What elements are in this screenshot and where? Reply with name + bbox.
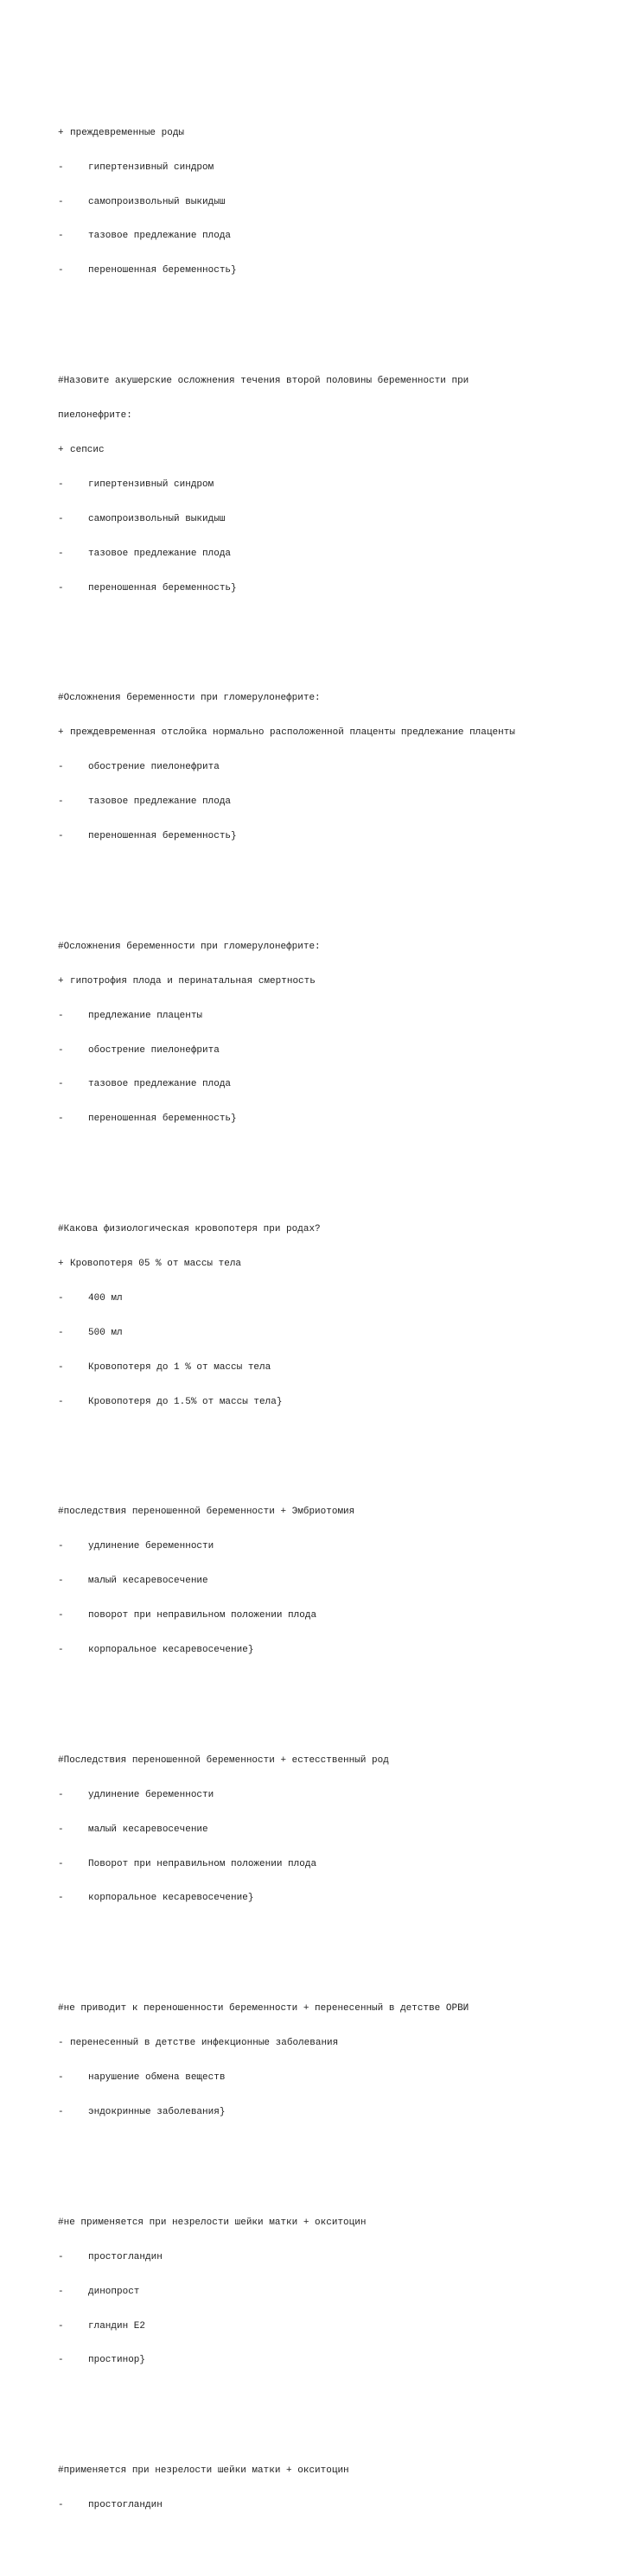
answer-line <box>58 2321 594 2332</box>
question-text: #не приводит к переношенности беременности + перенесенный в детстве ОРВИ <box>58 2003 469 2014</box>
answer-line <box>58 128 594 139</box>
question-block <box>58 1484 594 1679</box>
answer-text: обострение пиелонефрита <box>88 762 220 773</box>
answer-marker: - <box>58 1541 64 1552</box>
answer-text: тазовое предлежание плода <box>88 231 232 242</box>
answer-text: Кровопотеря 05 % от массы тела <box>70 1259 242 1270</box>
answer-text: преждевременные роды <box>70 127 185 138</box>
answer-line <box>58 549 594 560</box>
answer-text: гипотрофия плода и перинатальная смертность <box>70 975 316 987</box>
answer-marker: - <box>58 2072 64 2084</box>
answer-line <box>58 762 594 773</box>
answer-text: переношенная беременность} <box>88 582 237 593</box>
answer-text: обострение пиелонефрита <box>88 1044 220 1056</box>
answer-text: простинор} <box>88 2355 146 2366</box>
answer-marker: - <box>58 1079 64 1090</box>
answer-text: нарушение обмена веществ <box>88 2072 226 2084</box>
answer-text: тазовое предлежание плода <box>88 1079 232 1090</box>
answer-line <box>58 1114 594 1125</box>
answer-line <box>58 1011 594 1022</box>
answer-text: гландин Е2 <box>88 2320 146 2332</box>
question-block <box>58 353 594 618</box>
answer-line <box>58 796 594 808</box>
answer-marker: - <box>58 582 64 593</box>
answer-line <box>58 445 594 456</box>
answer-line <box>58 831 594 842</box>
answer-marker: - <box>58 513 64 524</box>
answer-line <box>58 1893 594 1904</box>
answer-marker: - <box>58 265 64 276</box>
answer-marker: - <box>58 1361 64 1373</box>
answer-text: переношенная беременность} <box>88 265 237 276</box>
question-block <box>58 2194 594 2389</box>
answer-text: 500 мл <box>88 1327 123 1338</box>
answer-marker: - <box>58 1645 64 1656</box>
answer-text: динопрост <box>88 2286 140 2297</box>
answer-line <box>58 514 594 525</box>
answer-line <box>58 1541 594 1552</box>
question-block <box>58 670 594 866</box>
document-text <box>58 59 594 2576</box>
answer-text: корпоральное кесаревосечение} <box>88 1893 254 1904</box>
answer-text: самопроизвольный выкидыш <box>88 196 226 207</box>
answer-line <box>58 231 594 242</box>
answer-text: Поворот при неправильном положении плода <box>88 1858 317 1869</box>
answer-text: Кровопотеря до 1.5% от массы тела} <box>88 1396 283 1407</box>
answer-text: малый кесаревосечение <box>88 1824 208 1835</box>
answer-marker: + <box>58 1259 64 1270</box>
question-text: #не применяется при незрелости шейки матки + окситоцин <box>58 2217 367 2228</box>
answer-text: малый кесаревосечение <box>88 1576 208 1587</box>
answer-line <box>58 1645 594 1656</box>
answer-marker: - <box>58 162 64 173</box>
answer-marker: - <box>58 1610 64 1621</box>
answer-line <box>58 1079 594 1090</box>
answer-marker: - <box>58 1010 64 1021</box>
answer-marker: - <box>58 2286 64 2297</box>
answer-line <box>58 2072 594 2084</box>
question-block <box>58 2443 594 2535</box>
answer-text: переношенная беременность} <box>88 830 237 841</box>
answer-line <box>58 2355 594 2366</box>
question-block <box>58 1202 594 1431</box>
answer-line <box>58 2107 594 2118</box>
answer-line <box>58 1293 594 1304</box>
answer-text: простогландин <box>88 2251 163 2262</box>
answer-marker: - <box>58 1893 64 1904</box>
answer-text: корпоральное кесаревосечение} <box>88 1645 254 1656</box>
answer-line <box>58 197 594 208</box>
answer-marker: - <box>58 2251 64 2262</box>
answer-line <box>58 2038 594 2049</box>
answer-text: поворот при неправильном положении плода <box>88 1610 317 1621</box>
answer-line <box>58 727 594 739</box>
answer-line <box>58 1362 594 1374</box>
answer-marker: - <box>58 231 64 242</box>
answer-marker: - <box>58 2106 64 2117</box>
answer-marker: - <box>58 2355 64 2366</box>
answer-text: тазовое предлежание плода <box>88 548 232 559</box>
question-block <box>58 1732 594 1927</box>
question-text: #Последствия переношенной беременности + естесственный род <box>58 1754 389 1766</box>
question-text: #Осложнения беременности при гломерулонефрите: <box>58 941 321 952</box>
question-text: #применяется при незрелости шейки матки + окситоцин <box>58 2465 349 2477</box>
answer-text: 400 мл <box>88 1292 123 1304</box>
answer-text: удлинение беременности <box>88 1541 214 1552</box>
question-text: пиелонефрите: <box>58 410 132 422</box>
answer-marker: - <box>58 2038 64 2049</box>
answer-marker: - <box>58 1114 64 1125</box>
question-block <box>58 918 594 1148</box>
answer-text: простогландин <box>88 2500 163 2511</box>
answer-marker: - <box>58 796 64 808</box>
answer-line <box>58 265 594 276</box>
question-block <box>58 105 594 300</box>
answer-marker: + <box>58 444 64 455</box>
answer-marker: - <box>58 762 64 773</box>
answer-marker: - <box>58 1824 64 1835</box>
answer-line <box>58 1045 594 1056</box>
answer-line <box>58 479 594 491</box>
answer-marker: - <box>58 1044 64 1056</box>
answer-text: переношенная беременность} <box>88 1114 237 1125</box>
answer-text: Кровопотеря до 1 % от массы тела <box>88 1361 271 1373</box>
answer-marker: - <box>58 1327 64 1338</box>
answer-line <box>58 583 594 594</box>
answer-marker: - <box>58 2320 64 2332</box>
answer-line <box>58 1576 594 1587</box>
answer-line <box>58 162 594 174</box>
answer-text: удлинение беременности <box>88 1789 214 1800</box>
answer-marker: - <box>58 1396 64 1407</box>
answer-text: гипертензивный синдром <box>88 162 214 173</box>
answer-marker: - <box>58 830 64 841</box>
answer-line <box>58 1790 594 1801</box>
answer-marker: - <box>58 2500 64 2511</box>
answer-marker: - <box>58 1858 64 1869</box>
answer-text: гипертензивный синдром <box>88 479 214 490</box>
answer-text: самопроизвольный выкидыш <box>88 513 226 524</box>
question-block <box>58 1981 594 2141</box>
question-text: #Осложнения беременности при гломерулонефрите: <box>58 693 321 704</box>
answer-text: тазовое предлежание плода <box>88 796 232 808</box>
answer-line <box>58 1328 594 1339</box>
answer-marker: - <box>58 1292 64 1304</box>
answer-line <box>58 1859 594 1870</box>
answer-marker: - <box>58 1789 64 1800</box>
question-text: #Какова физиологическая кровопотеря при родах? <box>58 1224 321 1235</box>
answer-text: преждевременная отслойка нормально расположенной плаценты предлежание плаценты <box>70 727 515 739</box>
answer-text: эндокринные заболевания} <box>88 2106 226 2117</box>
question-text: #последствия переношенной беременности + Эмбриотомия <box>58 1507 355 1518</box>
answer-marker: - <box>58 548 64 559</box>
answer-line <box>58 1259 594 1270</box>
answer-marker: - <box>58 196 64 207</box>
answer-marker: - <box>58 479 64 490</box>
answer-line <box>58 2500 594 2511</box>
answer-line <box>58 2252 594 2263</box>
answer-text: перенесенный в детстве инфекционные заболевания <box>70 2038 339 2049</box>
answer-text: сепсис <box>70 444 105 455</box>
answer-marker: + <box>58 727 64 739</box>
answer-line <box>58 976 594 987</box>
answer-marker: + <box>58 975 64 987</box>
answer-line <box>58 1824 594 1836</box>
answer-line <box>58 1610 594 1621</box>
answer-text: предлежание плаценты <box>88 1010 203 1021</box>
answer-marker: + <box>58 127 64 138</box>
question-text: #Назовите акушерские осложнения течения второй половины беременности при <box>58 376 469 387</box>
answer-line <box>58 1397 594 1408</box>
answer-marker: - <box>58 1576 64 1587</box>
answer-line <box>58 2287 594 2298</box>
